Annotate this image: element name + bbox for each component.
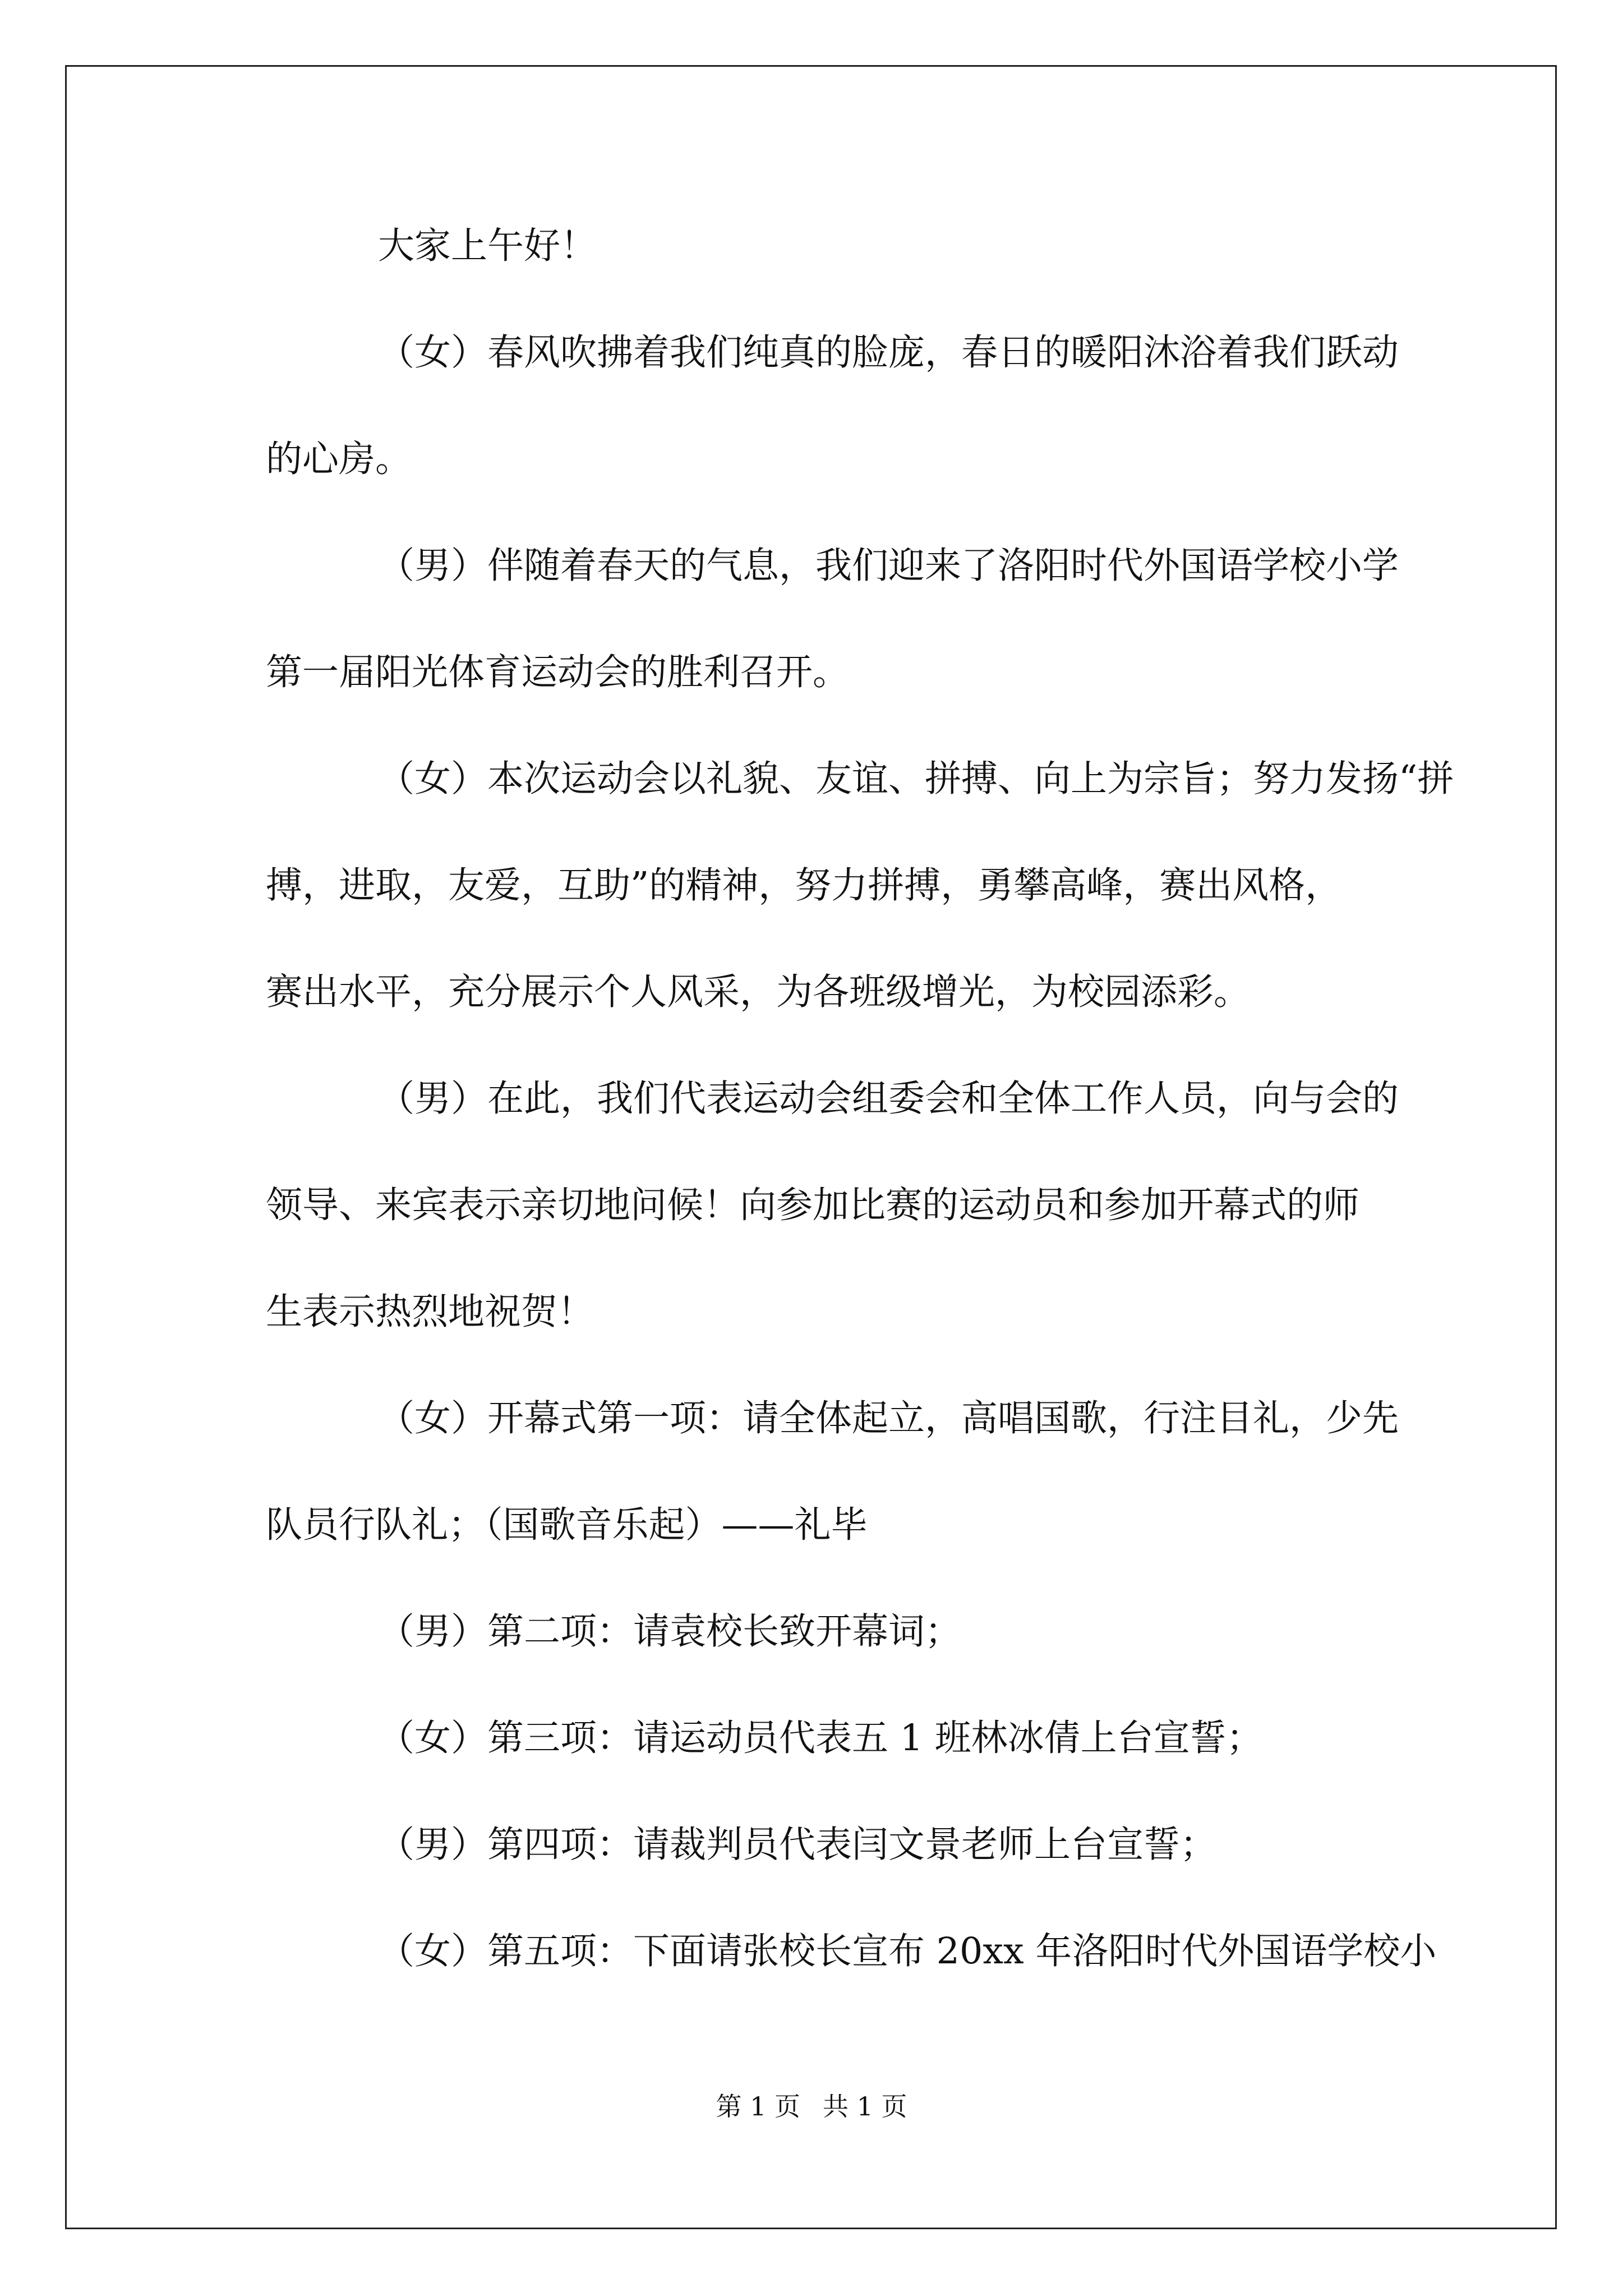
text-line: （男）在此，我们代表运动会组委会和全体工作人员，向与会的	[378, 1078, 1399, 1120]
text-line: （女）春风吹拂着我们纯真的脸庞，春日的暖阳沐浴着我们跃动	[378, 332, 1399, 374]
page-number: 第 1 页	[716, 2091, 800, 2122]
text-line: （女）第三项：请运动员代表五 1 班林冰倩上台宣誓；	[378, 1717, 1263, 1759]
text-line: 队员行队礼；（国歌音乐起）——礼毕	[266, 1504, 868, 1546]
text-line: 领导、来宾表示亲切地问候！向参加比赛的运动员和参加开幕式的师	[266, 1184, 1360, 1226]
text-line: （女）本次运动会以礼貌、友谊、拼搏、向上为宗旨；努力发扬“拼	[378, 758, 1454, 800]
text-line: （女）开幕式第一项：请全体起立，高唱国歌，行注目礼，少先	[378, 1397, 1399, 1439]
page-border	[65, 65, 1557, 2229]
text-line: （男）第四项：请裁判员代表闫文景老师上台宣誓；	[378, 1824, 1217, 1866]
text-line: 第一届阳光体育运动会的胜利召开。	[266, 651, 850, 693]
text-line: 大家上午好！	[378, 225, 597, 267]
text-line: 赛出水平，充分展示个人风采，为各班级增光，为校园添彩。	[266, 971, 1251, 1013]
page-footer	[0, 2090, 1623, 2123]
text-line: （女）第五项：下面请张校长宣布 20xx 年洛阳时代外国语学校小	[378, 1930, 1437, 1972]
page-total: 共 1 页	[823, 2091, 907, 2122]
text-line: 生表示热烈地祝贺！	[266, 1291, 594, 1333]
text-line: （男）伴随着春天的气息，我们迎来了洛阳时代外国语学校小学	[378, 545, 1399, 587]
text-line: （男）第二项：请袁校长致开幕词；	[378, 1611, 962, 1653]
document-body	[266, 67, 1491, 2228]
text-line: 的心房。	[266, 438, 412, 480]
text-line: 搏，进取，友爱，互助”的精神，努力拼搏，勇攀高峰，赛出风格，	[266, 864, 1342, 907]
